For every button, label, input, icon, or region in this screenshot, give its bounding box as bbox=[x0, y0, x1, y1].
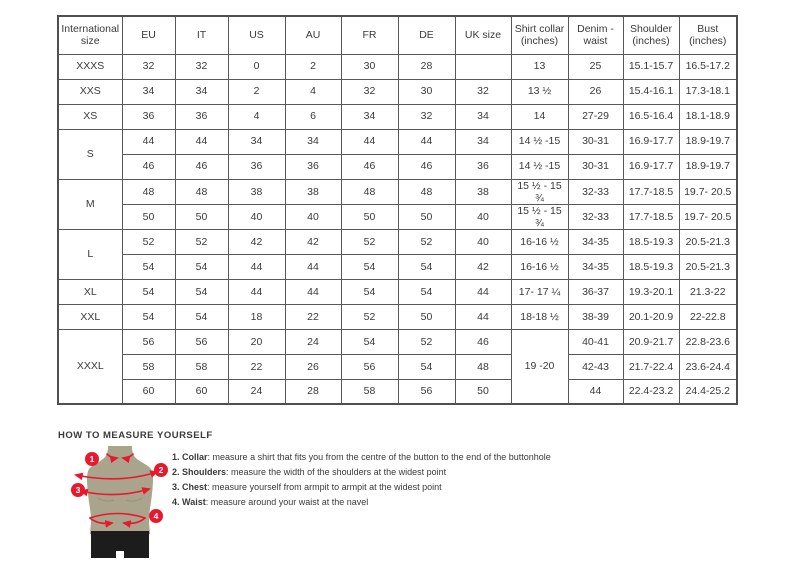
table-cell: 22 bbox=[285, 304, 341, 329]
table-cell: 48 bbox=[122, 179, 175, 204]
table-cell: 4 bbox=[228, 104, 285, 129]
table-cell: 18.9-19.7 bbox=[679, 129, 737, 154]
table-cell: 56 bbox=[122, 329, 175, 354]
table-cell: 34 bbox=[455, 129, 511, 154]
table-cell: 52 bbox=[398, 229, 455, 254]
table-cell: 17.3-18.1 bbox=[679, 79, 737, 104]
table-cell: 58 bbox=[122, 354, 175, 379]
table-cell: 50 bbox=[122, 204, 175, 229]
table-cell: 20.9-21.7 bbox=[623, 329, 679, 354]
table-cell: 48 bbox=[398, 179, 455, 204]
table-cell: 22-22.8 bbox=[679, 304, 737, 329]
column-header-international-size: International size bbox=[58, 16, 122, 54]
table-cell: 36 bbox=[122, 104, 175, 129]
how-to-measure-title: HOW TO MEASURE YOURSELF bbox=[58, 430, 213, 441]
table-row bbox=[58, 154, 737, 179]
table-row bbox=[58, 229, 737, 254]
table-cell: 19.3-20.1 bbox=[623, 279, 679, 304]
table-cell: 30-31 bbox=[568, 129, 623, 154]
table-cell: 54 bbox=[122, 304, 175, 329]
table-cell: 18.9-19.7 bbox=[679, 154, 737, 179]
instruction-text: : measure a shirt that fits you from the centre of the button to the end of the buttonhole bbox=[207, 452, 551, 462]
table-cell: 4 bbox=[285, 79, 341, 104]
table-cell: 34 bbox=[175, 79, 228, 104]
table-cell: 18-18 ½ bbox=[511, 304, 568, 329]
table-cell: 32-33 bbox=[568, 179, 623, 204]
instruction-shoulders bbox=[172, 467, 551, 478]
table-cell: 34 bbox=[455, 104, 511, 129]
table-cell: 25 bbox=[568, 54, 623, 79]
table-cell: 32 bbox=[341, 79, 398, 104]
shirt-collar-merged-cell: 19 -20 bbox=[511, 329, 568, 404]
table-cell: 26 bbox=[568, 79, 623, 104]
table-cell: 13 ½ bbox=[511, 79, 568, 104]
table-cell: 30 bbox=[341, 54, 398, 79]
table-cell: 20 bbox=[228, 329, 285, 354]
table-cell bbox=[455, 54, 511, 79]
instruction-term: Waist bbox=[182, 497, 206, 507]
table-cell: 32 bbox=[455, 79, 511, 104]
table-cell: 38 bbox=[228, 179, 285, 204]
table-cell: 18.5-19.3 bbox=[623, 229, 679, 254]
table-row bbox=[58, 279, 737, 304]
table-cell: 20.5-21.3 bbox=[679, 229, 737, 254]
table-cell: 46 bbox=[122, 154, 175, 179]
table-row bbox=[58, 304, 737, 329]
table-cell: 44 bbox=[285, 279, 341, 304]
table-cell: 42 bbox=[228, 229, 285, 254]
table-cell: 44 bbox=[228, 279, 285, 304]
column-header-us: US bbox=[228, 16, 285, 54]
column-header-bust: Bust (inches) bbox=[679, 16, 737, 54]
table-row bbox=[58, 104, 737, 129]
measure-badge-3 bbox=[71, 483, 85, 497]
table-cell: 44 bbox=[175, 129, 228, 154]
measure-badge-2 bbox=[154, 463, 168, 477]
table-cell: 54 bbox=[175, 254, 228, 279]
table-cell: 60 bbox=[175, 379, 228, 404]
international-size-cell: XL bbox=[58, 279, 122, 304]
table-cell: 26 bbox=[285, 354, 341, 379]
table-cell: 50 bbox=[398, 304, 455, 329]
table-cell: 22 bbox=[228, 354, 285, 379]
svg-text:4: 4 bbox=[153, 511, 159, 521]
table-cell: 20.1-20.9 bbox=[623, 304, 679, 329]
table-header bbox=[58, 16, 737, 54]
table-cell: 14 ½ -15 bbox=[511, 154, 568, 179]
table-cell: 36 bbox=[228, 154, 285, 179]
table-row bbox=[58, 79, 737, 104]
table-row bbox=[58, 204, 737, 229]
table-cell: 14 ½ -15 bbox=[511, 129, 568, 154]
international-size-cell: L bbox=[58, 229, 122, 279]
table-cell: 24.4-25.2 bbox=[679, 379, 737, 404]
table-cell: 18.5-19.3 bbox=[623, 254, 679, 279]
table-cell: 44 bbox=[285, 254, 341, 279]
table-cell: 58 bbox=[175, 354, 228, 379]
table-cell: 54 bbox=[341, 279, 398, 304]
table-cell: 56 bbox=[175, 329, 228, 354]
table-cell: 54 bbox=[175, 304, 228, 329]
international-size-cell: XXS bbox=[58, 79, 122, 104]
table-cell: 40 bbox=[285, 204, 341, 229]
instruction-term: Chest bbox=[182, 482, 208, 492]
mannequin-figure-icon bbox=[62, 446, 182, 564]
table-cell: 52 bbox=[341, 229, 398, 254]
column-header-fr: FR bbox=[341, 16, 398, 54]
table-cell: 18 bbox=[228, 304, 285, 329]
table-cell: 48 bbox=[341, 179, 398, 204]
table-cell: 52 bbox=[398, 329, 455, 354]
svg-text:3: 3 bbox=[75, 485, 81, 495]
table-cell: 44 bbox=[398, 129, 455, 154]
instruction-collar bbox=[172, 452, 551, 463]
table-cell: 16.5-16.4 bbox=[623, 104, 679, 129]
table-cell: 40 bbox=[455, 204, 511, 229]
international-size-cell: M bbox=[58, 179, 122, 229]
table-cell: 34 bbox=[285, 129, 341, 154]
instruction-text: : measure around your waist at the navel bbox=[205, 497, 369, 507]
table-cell: 28 bbox=[398, 54, 455, 79]
table-cell: 16-16 ½ bbox=[511, 254, 568, 279]
column-header-au: AU bbox=[285, 16, 341, 54]
table-cell: 34 bbox=[341, 104, 398, 129]
table-cell: 17- 17 ¼ bbox=[511, 279, 568, 304]
instruction-number: 4. bbox=[172, 497, 180, 507]
table-cell: 44 bbox=[455, 279, 511, 304]
table-cell: 16.9-17.7 bbox=[623, 154, 679, 179]
table-cell: 6 bbox=[285, 104, 341, 129]
table-cell: 52 bbox=[122, 229, 175, 254]
table-cell: 21.3-22 bbox=[679, 279, 737, 304]
table-cell: 16-16 ½ bbox=[511, 229, 568, 254]
table-cell: 50 bbox=[398, 204, 455, 229]
table-cell: 34 bbox=[228, 129, 285, 154]
table-cell: 15 ½ - 15 ¾ bbox=[511, 179, 568, 204]
table-cell: 34-35 bbox=[568, 229, 623, 254]
table-cell: 24 bbox=[228, 379, 285, 404]
table-cell: 54 bbox=[122, 254, 175, 279]
table-cell: 15 ½ - 15 ¾ bbox=[511, 204, 568, 229]
table-cell: 50 bbox=[341, 204, 398, 229]
table-cell: 22.8-23.6 bbox=[679, 329, 737, 354]
table-cell: 42 bbox=[455, 254, 511, 279]
table-cell: 34 bbox=[122, 79, 175, 104]
table-cell: 44 bbox=[455, 304, 511, 329]
table-cell: 36 bbox=[285, 154, 341, 179]
table-cell: 54 bbox=[341, 254, 398, 279]
table-cell: 38 bbox=[455, 179, 511, 204]
size-chart-table bbox=[57, 15, 738, 405]
table-cell: 40 bbox=[228, 204, 285, 229]
table-cell: 2 bbox=[228, 79, 285, 104]
table-cell: 19.7- 20.5 bbox=[679, 204, 737, 229]
instruction-waist bbox=[172, 497, 551, 508]
table-cell: 22.4-23.2 bbox=[623, 379, 679, 404]
svg-text:2: 2 bbox=[158, 465, 164, 475]
table-cell: 60 bbox=[122, 379, 175, 404]
table-cell: 13 bbox=[511, 54, 568, 79]
measure-badge-1 bbox=[85, 452, 99, 466]
table-cell: 52 bbox=[175, 229, 228, 254]
table-cell: 18.1-18.9 bbox=[679, 104, 737, 129]
table-cell: 36 bbox=[175, 104, 228, 129]
table-cell: 54 bbox=[175, 279, 228, 304]
instruction-text: : measure yourself from armpit to armpit at the widest point bbox=[207, 482, 442, 492]
table-cell: 46 bbox=[455, 329, 511, 354]
table-cell: 54 bbox=[341, 329, 398, 354]
table-cell: 0 bbox=[228, 54, 285, 79]
instruction-chest bbox=[172, 482, 551, 493]
table-row bbox=[58, 254, 737, 279]
table-cell: 50 bbox=[455, 379, 511, 404]
table-cell: 36-37 bbox=[568, 279, 623, 304]
table-cell: 54 bbox=[398, 254, 455, 279]
table-row bbox=[58, 179, 737, 204]
table-cell: 28 bbox=[285, 379, 341, 404]
table-cell: 15.1-15.7 bbox=[623, 54, 679, 79]
table-cell: 16.9-17.7 bbox=[623, 129, 679, 154]
measure-badge-4 bbox=[149, 509, 163, 523]
table-cell: 40-41 bbox=[568, 329, 623, 354]
international-size-cell: XS bbox=[58, 104, 122, 129]
mannequin-shorts bbox=[91, 531, 149, 558]
column-header-de: DE bbox=[398, 16, 455, 54]
table-cell: 48 bbox=[175, 179, 228, 204]
instruction-text: : measure the width of the shoulders at the widest point bbox=[226, 467, 447, 477]
table-cell: 50 bbox=[175, 204, 228, 229]
table-cell: 44 bbox=[568, 379, 623, 404]
table-cell: 52 bbox=[341, 304, 398, 329]
table-cell: 54 bbox=[398, 279, 455, 304]
table-cell: 32 bbox=[122, 54, 175, 79]
table-cell: 44 bbox=[122, 129, 175, 154]
measure-instructions bbox=[172, 452, 551, 512]
table-cell: 15.4-16.1 bbox=[623, 79, 679, 104]
table-cell: 14 bbox=[511, 104, 568, 129]
svg-text:1: 1 bbox=[89, 454, 95, 464]
table-cell: 44 bbox=[228, 254, 285, 279]
table-cell: 46 bbox=[341, 154, 398, 179]
table-cell: 38-39 bbox=[568, 304, 623, 329]
instruction-term: Shoulders bbox=[182, 467, 227, 477]
instruction-number: 2. bbox=[172, 467, 180, 477]
table-row bbox=[58, 129, 737, 154]
table-cell: 42 bbox=[285, 229, 341, 254]
table-cell: 21.7-22.4 bbox=[623, 354, 679, 379]
column-header-denim-waist: Denim - waist bbox=[568, 16, 623, 54]
table-body bbox=[58, 54, 737, 404]
table-cell: 30-31 bbox=[568, 154, 623, 179]
table-cell: 32 bbox=[398, 104, 455, 129]
table-cell: 40 bbox=[455, 229, 511, 254]
table-cell: 32-33 bbox=[568, 204, 623, 229]
table-row bbox=[58, 329, 737, 354]
table-cell: 46 bbox=[175, 154, 228, 179]
table-cell: 20.5-21.3 bbox=[679, 254, 737, 279]
table-cell: 56 bbox=[398, 379, 455, 404]
column-header-uk-size: UK size bbox=[455, 16, 511, 54]
table-cell: 17.7-18.5 bbox=[623, 204, 679, 229]
instruction-number: 3. bbox=[172, 482, 180, 492]
table-cell: 36 bbox=[455, 154, 511, 179]
table-cell: 27-29 bbox=[568, 104, 623, 129]
table-cell: 44 bbox=[341, 129, 398, 154]
table-cell: 54 bbox=[122, 279, 175, 304]
instruction-number: 1. bbox=[172, 452, 180, 462]
instruction-term: Collar bbox=[182, 452, 208, 462]
column-header-eu: EU bbox=[122, 16, 175, 54]
international-size-cell: XXL bbox=[58, 304, 122, 329]
table-cell: 46 bbox=[398, 154, 455, 179]
table-row bbox=[58, 354, 737, 379]
table-cell: 38 bbox=[285, 179, 341, 204]
table-row bbox=[58, 379, 737, 404]
table-cell: 42-43 bbox=[568, 354, 623, 379]
table-cell: 30 bbox=[398, 79, 455, 104]
table-cell: 2 bbox=[285, 54, 341, 79]
table-cell: 19.7- 20.5 bbox=[679, 179, 737, 204]
international-size-cell: S bbox=[58, 129, 122, 179]
international-size-cell: XXXS bbox=[58, 54, 122, 79]
table-header-row bbox=[58, 16, 737, 54]
table-cell: 32 bbox=[175, 54, 228, 79]
table-cell: 48 bbox=[455, 354, 511, 379]
table-cell: 58 bbox=[341, 379, 398, 404]
table-row bbox=[58, 54, 737, 79]
table-cell: 17.7-18.5 bbox=[623, 179, 679, 204]
table-cell: 24 bbox=[285, 329, 341, 354]
column-header-shoulder: Shoulder (inches) bbox=[623, 16, 679, 54]
column-header-it: IT bbox=[175, 16, 228, 54]
table-cell: 56 bbox=[341, 354, 398, 379]
international-size-cell: XXXL bbox=[58, 329, 122, 404]
table-cell: 34-35 bbox=[568, 254, 623, 279]
table-cell: 54 bbox=[398, 354, 455, 379]
table-cell: 16.5-17.2 bbox=[679, 54, 737, 79]
column-header-shirt-collar: Shirt collar (inches) bbox=[511, 16, 568, 54]
table-cell: 23.6-24.4 bbox=[679, 354, 737, 379]
